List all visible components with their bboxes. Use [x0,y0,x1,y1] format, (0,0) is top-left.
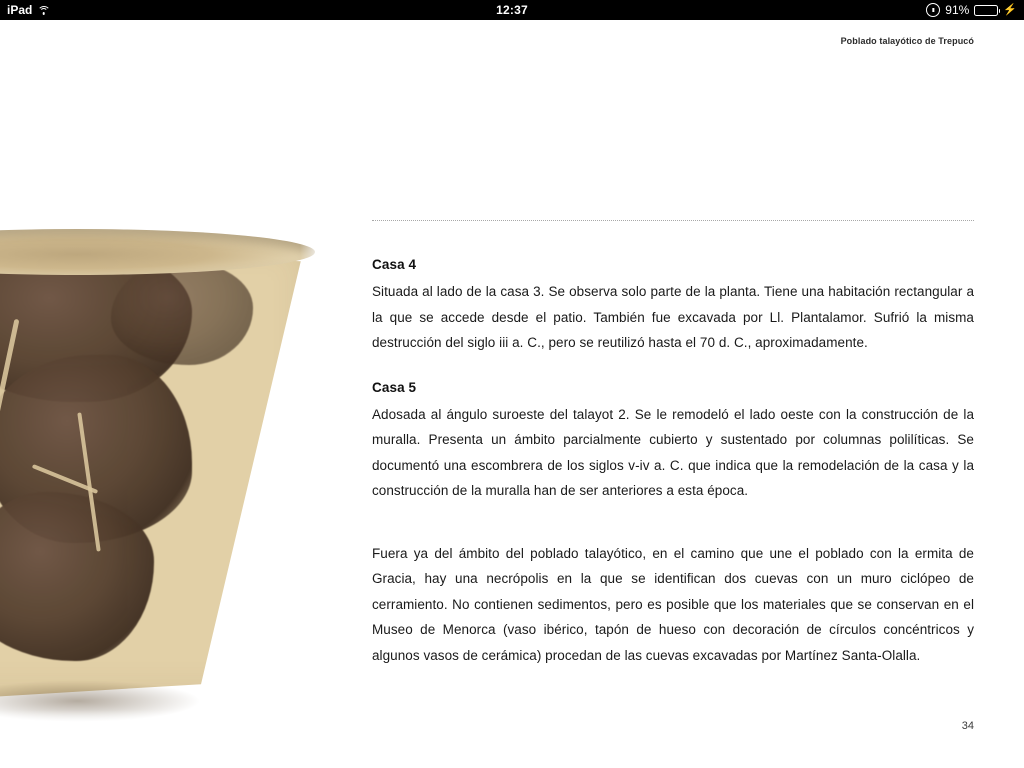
vessel-body [0,233,315,703]
section-body-casa-4: Situada al lado de la casa 3. Se observa solo parte de la planta. Tiene una habitación rectangular a la que se accede desde el patio. También fue excavada por Ll. Plantalamor. Sufrió la misma destrucción del siglo iii a. C., pero se reutilizó hasta el 70 d. C., aproximadamente. [372,284,974,350]
battery-percent-label: 91% [945,3,970,17]
burn-mark [111,261,254,364]
status-bar-left [0,0,50,20]
text-column [372,220,974,668]
vessel-illustration [0,233,315,703]
wifi-icon [37,5,50,16]
status-bar-clock: 12:37 [496,3,528,17]
running-head: Poblado talayótico de Trepucó [840,36,974,46]
page-number: 34 [961,720,974,732]
section-title-casa-4: Casa 4 [372,257,417,272]
book-page[interactable] [0,20,1024,768]
section-body-casa-5: Adosada al ángulo suroeste del talayot 2. Se le remodeló el lado oeste con la construcción de la muralla. Presenta un ámbito parcialmente cubierto y sustentado por columnas polilíticas. Se documentó una escombrera de los siglos v-iv a. C. que indica que la remodelación de la casa y la construcción de la muralla han de ser anteriores a esta época. [372,406,974,498]
rotation-lock-icon [926,3,940,17]
dotted-rule [372,220,974,221]
status-bar-right [926,0,1024,20]
burn-mark [0,492,154,661]
ceramic-vessel-photo [0,128,326,736]
section-title-casa-5: Casa 5 [372,379,417,395]
photo-fade-right [300,128,326,736]
lightning-bolt-icon: ⚡ [1003,3,1017,16]
closing-paragraph: Fuera ya del ámbito del poblado talayótico, en el camino que une el poblado con la ermita de Gracia, hay una necrópolis en la que se identifican dos cuevas con un muro ciclópeo de cerramiento. No contienen sedimentos, pero es posible que los materiales que se conservan en el Museo de Menorca (vaso ibérico, tapón de hueso con decoración de círculos concéntricos y algunos vasos de cerámica) procedan de las cuevas excavadas por Martínez Santa-Olalla. [372,545,974,663]
battery-icon [974,5,998,16]
device-name-label: iPad [7,3,33,17]
ios-status-bar [0,0,1024,20]
photo-canvas [0,128,326,736]
photo-fade-bottom [0,710,326,736]
